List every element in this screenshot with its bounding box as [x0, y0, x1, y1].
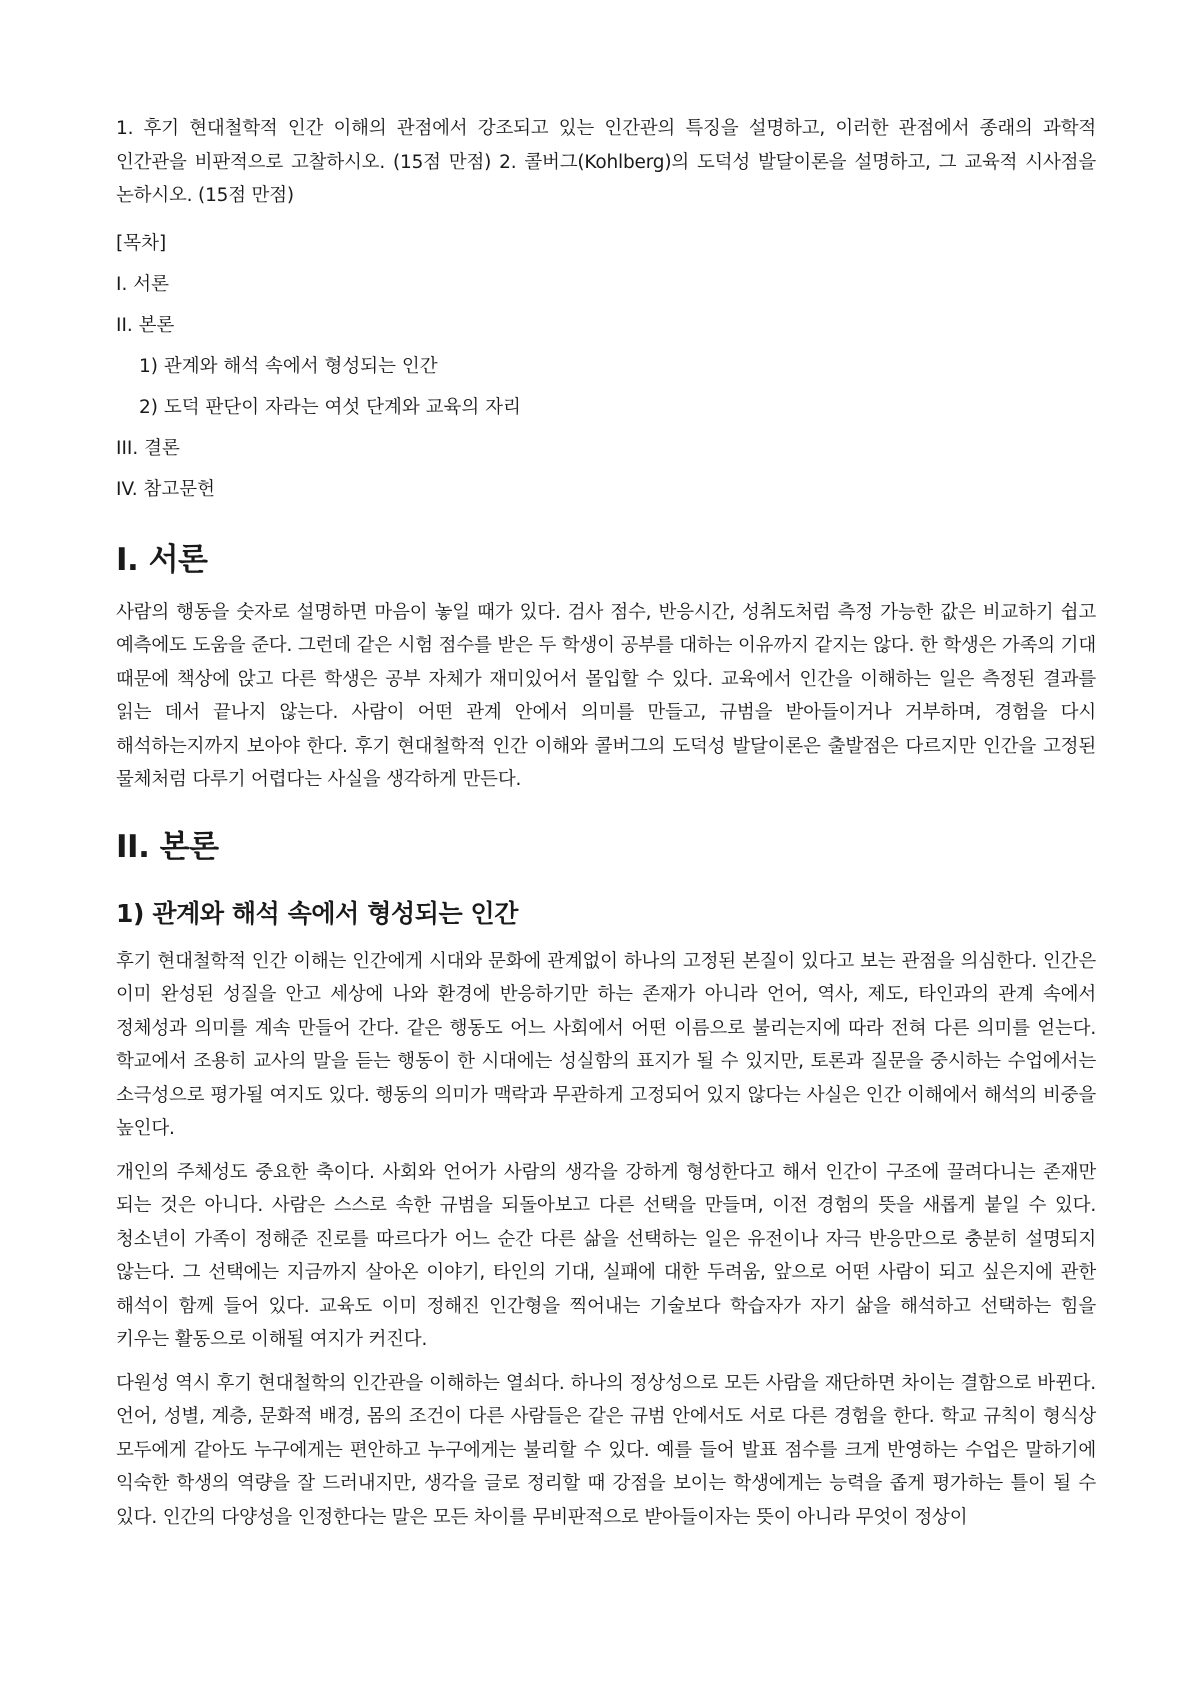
body-paragraph: 후기 현대철학적 인간 이해는 인간에게 시대와 문화에 관계없이 하나의 고정된 본질이 있다고 보는 관점을 의심한다. 인간은 이미 완성된 성질을 안고 세상에 나와 환경에 반응하기만 하는 존재가 아니라 언어, 역사, 제도, 타인과의 관계 속에서 정체성과 의미를 계속 만들어 간다. 같은 행동도 어느 사회에서 어떤 이름으로 불리는지에 따라 전혀 다른 의미를 얻는다. 학교에서 조용히 교사의 말을 듣는 행동이 한 시대에는 성실함의 표지가 될 수 있지만, 토론과 질문을 중시하는 수업에서는 소극성으로 평가될 여지도 있다. 행동의 의미가 맥락과 무관하게 고정되어 있지 않다는 사실은 인간 이해에서 해석의 비중을 높인다.: [116, 950, 1096, 1139]
toc-item-references: IV. 참고문헌: [116, 478, 215, 500]
toc-label: [목차]: [116, 232, 167, 254]
assignment-question: 1. 후기 현대철학적 인간 이해의 관점에서 강조되고 있는 인간관의 특징을 설명하고, 이러한 관점에서 종래의 과학적 인간관을 비판적으로 고찰하시오. (15점 만점) 2. 콜버그(Kohlberg)의 도덕성 발달이론을 설명하고, 그 교육적 시사점을 논하시오. (15점 만점): [116, 118, 1096, 206]
intro-paragraph: 사람의 행동을 숫자로 설명하면 마음이 놓일 때가 있다. 검사 점수, 반응시간, 성취도처럼 측정 가능한 값은 비교하기 쉽고 예측에도 도움을 준다. 그런데 같은 시험 점수를 받은 두 학생이 공부를 대하는 이유까지 같지는 않다. 한 학생은 가족의 기대 때문에 책상에 앉고 다른 학생은 공부 자체가 재미있어서 몰입할 수 있다. 교육에서 인간을 이해하는 일은 측정된 결과를 읽는 데서 끝나지 않는다. 사람이 어떤 관계 안에서 의미를 만들고, 규범을 받아들이거나 거부하며, 경험을 다시 해석하는지까지 보아야 한다. 후기 현대철학적 인간 이해와 콜버그의 도덕성 발달이론은 출발점은 다르지만 인간을 고정된 물체처럼 다루기 어렵다는 사실을 생각하게 만든다.: [116, 601, 1096, 790]
intro-heading: I. 서론: [116, 541, 208, 578]
body-paragraph: 다원성 역시 후기 현대철학의 인간관을 이해하는 열쇠다. 하나의 정상성으로 모든 사람을 재단하면 차이는 결함으로 바뀐다. 언어, 성별, 계층, 문화적 배경, 몸의 조건이 다른 사람들은 같은 규범 안에서도 서로 다른 경험을 한다. 학교 규칙이 형식상 모두에게 같아도 누구에게는 편안하고 누구에게는 불리할 수 있다. 예를 들어 발표 점수를 크게 반영하는 수업은 말하기에 익숙한 학생의 역량을 잘 드러내지만, 생각을 글로 정리할 때 강점을 보이는 학생에게는 능력을 좁게 평가하는 틀이 될 수 있다. 인간의 다양성을 인정한다는 말은 모든 차이를 무비판적으로 받아들이자는 뜻이 아니라 무엇이 정상이: [116, 1372, 1096, 1528]
toc-item-intro: I. 서론: [116, 273, 169, 295]
subsection-heading-1: 1) 관계와 해석 속에서 형성되는 인간: [116, 898, 519, 928]
table-of-contents: [116, 223, 1096, 510]
toc-item-body-sub2: 2) 도덕 판단이 자라는 여섯 단계와 교육의 자리: [139, 396, 521, 418]
toc-item-body: II. 본론: [116, 314, 175, 336]
body-paragraph: 개인의 주체성도 중요한 축이다. 사회와 언어가 사람의 생각을 강하게 형성한다고 해서 인간이 구조에 끌려다니는 존재만 되는 것은 아니다. 사람은 스스로 속한 규범을 되돌아보고 다른 선택을 만들며, 이전 경험의 뜻을 새롭게 붙일 수 있다. 청소년이 가족이 정해준 진로를 따르다가 어느 순간 다른 삶을 선택하는 일은 유전이나 자극 반응만으로 충분히 설명되지 않는다. 그 선택에는 지금까지 살아온 이야기, 타인의 기대, 실패에 대한 두려움, 앞으로 어떤 사람이 되고 싶은지에 관한 해석이 함께 들어 있다. 교육도 이미 정해진 인간형을 찍어내는 기술보다 학습자가 자기 삶을 해석하고 선택하는 힘을 키우는 활동으로 이해될 여지가 커진다.: [116, 1161, 1096, 1350]
toc-item-body-sub1: 1) 관계와 해석 속에서 형성되는 인간: [139, 355, 438, 377]
body-heading: II. 본론: [116, 828, 219, 865]
toc-item-conclusion: III. 결론: [116, 437, 180, 459]
